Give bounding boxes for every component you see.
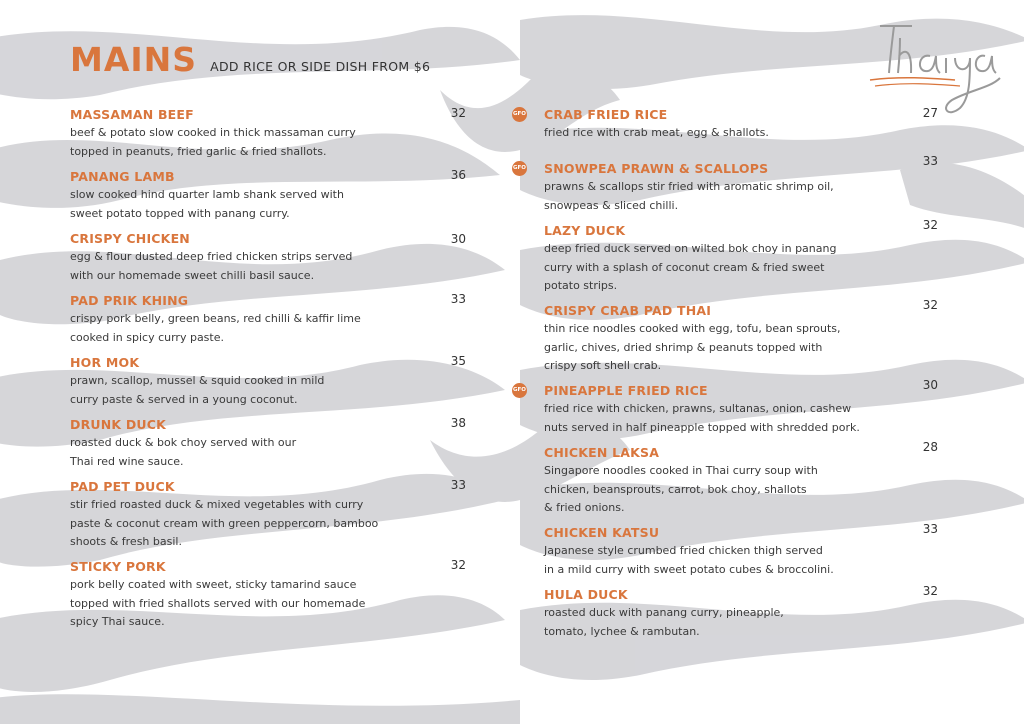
menu-item — [70, 106, 468, 161]
dish-name: PANANG LAMB — [70, 169, 175, 184]
menu-item — [70, 292, 468, 347]
dish-description: beef & potato slow cooked in thick massaman curry topped in peanuts, fried garlic & fried shallots. — [70, 126, 356, 158]
dish-name: CHICKEN KATSU — [544, 525, 660, 540]
dish-name: CRISPY CRAB PAD THAI — [544, 303, 712, 318]
menu-item — [512, 524, 942, 579]
dish-price: 28 — [922, 440, 938, 454]
dish-description: crispy pork belly, green beans, red chilli & kaffir lime cooked in spicy curry paste. — [70, 312, 361, 344]
dish-description: Singapore noodles cooked in Thai curry soup with chicken, beansprouts, carrot, bok choy, shallots & fried onions. — [544, 464, 818, 514]
dish-price: 30 — [450, 232, 466, 246]
dish-description: prawn, scallop, mussel & squid cooked in mild curry paste & served in a young coconut. — [70, 374, 325, 406]
dish-price: 32 — [922, 218, 938, 232]
page-title: MAINS — [70, 40, 198, 79]
dish-price: 32 — [922, 298, 938, 312]
dish-description: deep fried duck served on wilted bok choy in panang curry with a splash of coconut cream & fried sweet potato strips. — [544, 242, 837, 292]
dish-name: CHICKEN LAKSA — [544, 445, 660, 460]
dish-price: 33 — [450, 292, 466, 306]
dish-description: roasted duck with panang curry, pineapple, tomato, lychee & rambutan. — [544, 606, 784, 638]
dish-description: Japanese style crumbed fried chicken thigh served in a mild curry with sweet potato cubes & broccolini. — [544, 544, 834, 576]
dish-description: fried rice with chicken, prawns, sultanas, onion, cashew nuts served in half pineapple topped with shredded pork. — [544, 402, 860, 434]
menu-item — [70, 416, 468, 471]
dish-name: STICKY PORK — [70, 559, 166, 574]
dish-price: 32 — [450, 106, 466, 120]
dish-description: egg & flour dusted deep fried chicken strips served with our homemade sweet chilli basil sauce. — [70, 250, 353, 282]
menu-item — [512, 378, 942, 437]
gfo-badge: GFO — [512, 107, 527, 122]
dish-price: 27 — [922, 106, 938, 120]
dish-description: prawns & scallops stir fried with aromatic shrimp oil, snowpeas & sliced chilli. — [544, 180, 834, 212]
page-subtitle: ADD RICE OR SIDE DISH FROM $6 — [210, 59, 431, 74]
dish-name: PINEAPPLE FRIED RICE — [544, 383, 708, 398]
dish-name: HULA DUCK — [544, 587, 628, 602]
gfo-badge: GFO — [512, 161, 527, 176]
menu-item — [512, 106, 942, 143]
dish-name: MASSAMAN BEEF — [70, 107, 194, 122]
menu-item — [512, 218, 942, 296]
menu-item — [70, 558, 468, 632]
dish-name: CRAB FRIED RICE — [544, 107, 668, 122]
menu-item — [70, 168, 468, 223]
dish-price: 38 — [450, 416, 466, 430]
dish-name: LAZY DUCK — [544, 223, 626, 238]
dish-price: 32 — [922, 584, 938, 598]
dish-name: PAD PRIK KHING — [70, 293, 189, 308]
dish-price: 32 — [450, 558, 466, 572]
dish-name: DRUNK DUCK — [70, 417, 167, 432]
dish-price: 33 — [450, 478, 466, 492]
dish-description: thin rice noodles cooked with egg, tofu, bean sprouts, garlic, chives, dried shrimp & peanuts topped with crispy soft shell crab. — [544, 322, 841, 372]
dish-price: 33 — [922, 154, 938, 168]
menu-item — [70, 230, 468, 285]
dish-price: 33 — [922, 522, 938, 536]
menu-item — [512, 586, 942, 641]
menu-item — [70, 354, 468, 409]
dish-name: PAD PET DUCK — [70, 479, 175, 494]
dish-price: 36 — [450, 168, 466, 182]
dish-price: 35 — [450, 354, 466, 368]
dish-description: fried rice with crab meat, egg & shallots. — [544, 126, 769, 139]
dish-description: slow cooked hind quarter lamb shank served with sweet potato topped with panang curry. — [70, 188, 344, 220]
menu-item — [512, 440, 942, 518]
dish-name: HOR MOK — [70, 355, 140, 370]
dish-description: roasted duck & bok choy served with our Thai red wine sauce. — [70, 436, 297, 468]
dish-price: 30 — [922, 378, 938, 392]
dish-description: pork belly coated with sweet, sticky tamarind sauce topped with fried shallots served with our homemade spicy Thai sauce. — [70, 578, 366, 628]
dish-name: CRISPY CHICKEN — [70, 231, 190, 246]
menu-header — [70, 40, 430, 79]
gfo-badge: GFO — [512, 383, 527, 398]
dish-name: SNOWPEA PRAWN & SCALLOPS — [544, 161, 769, 176]
dish-description: stir fried roasted duck & mixed vegetables with curry paste & coconut cream with green peppercorn, bamboo shoots & fresh basil. — [70, 498, 379, 548]
menu-item — [70, 478, 468, 552]
menu-item — [512, 154, 942, 215]
menu-item — [512, 298, 942, 376]
